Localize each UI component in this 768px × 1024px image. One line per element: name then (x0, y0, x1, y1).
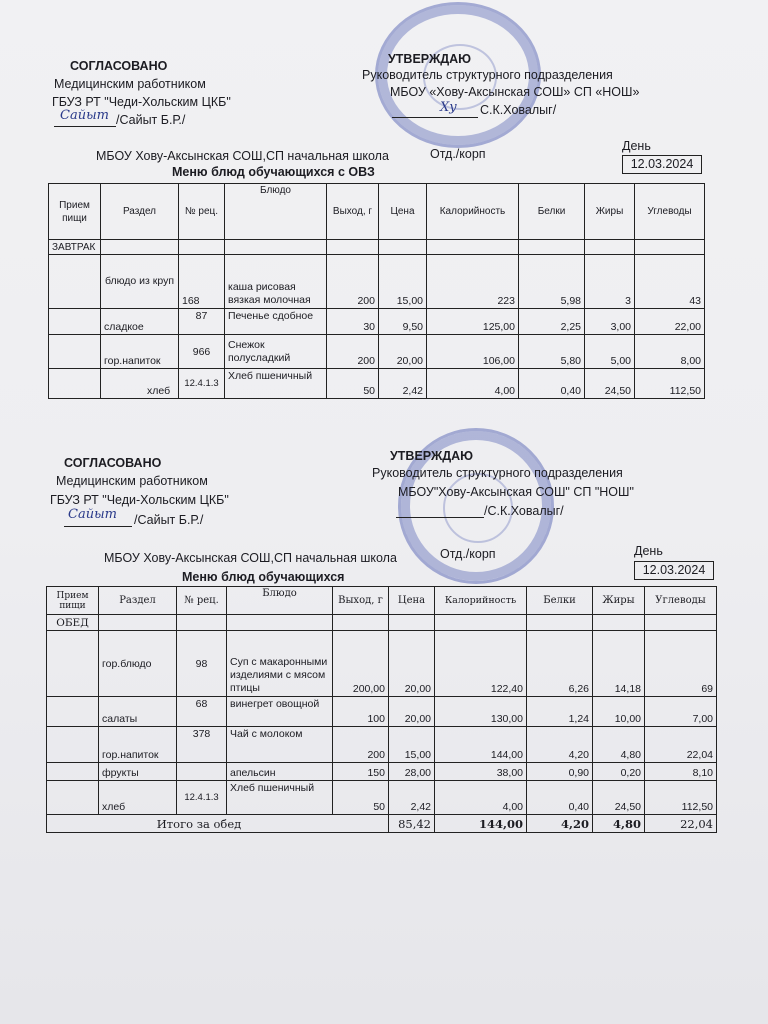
med-worker-label: Медицинским работником (56, 474, 208, 488)
col-header: № рец. (177, 587, 227, 615)
total-price: 85,42 (389, 815, 435, 833)
col-header: Прием пищи (49, 184, 101, 240)
total-label: Итого за обед (47, 815, 389, 833)
table-row: фрукты апельсин 150 28,00 38,00 0,90 0,20 8,10 (47, 763, 717, 781)
menu-title: Меню блюд обучающихся (182, 570, 345, 584)
table-row: хлеб 12.4.1.3 Хлеб пшеничный 50 2,42 4,00 0,40 24,50 112,50 (49, 369, 705, 399)
meal-row (49, 240, 705, 255)
table-header-row (47, 587, 717, 615)
school-name: МБОУ «Хову-Аксынская СОШ» СП «НОШ» (390, 85, 640, 99)
med-name: /Сайыт Б.Р./ (134, 513, 204, 527)
dept-label: Отд./корп (440, 547, 496, 561)
org-name: МБОУ Хову-Аксынская СОШ,СП начальная школа (104, 551, 397, 565)
meal-row (47, 615, 717, 631)
col-header: Цена (389, 587, 435, 615)
date-box: 12.03.2024 (622, 155, 702, 174)
col-header: Калорийность (435, 587, 527, 615)
head-signature: Ху (440, 100, 457, 115)
menu-title: Меню блюд обучающихся с ОВЗ (172, 165, 375, 179)
col-header: Раздел (101, 184, 179, 240)
col-header: Калорийность (427, 184, 519, 240)
signature-line (392, 117, 478, 118)
col-header: № рец. (179, 184, 225, 240)
day-label: День (634, 544, 663, 558)
col-header: Выход, г (327, 184, 379, 240)
signature-line (396, 517, 484, 518)
head-name: /С.К.Ховалыг/ (484, 504, 564, 518)
col-header: Углеводы (645, 587, 717, 615)
col-header: Блюдо (227, 587, 333, 615)
meal-label: ЗАВТРАК (49, 240, 101, 255)
day-label: День (622, 139, 651, 153)
hospital-name: ГБУЗ РТ "Чеди-Хольским ЦКБ" (52, 95, 231, 109)
menu-table-bottom (46, 586, 717, 833)
med-signature: Сайыт (60, 108, 109, 123)
hospital-name: ГБУЗ РТ "Чеди-Хольским ЦКБ" (50, 493, 229, 507)
head-name: С.К.Ховалыг/ (480, 103, 557, 117)
approve-label: УТВЕРЖДАЮ (390, 449, 474, 463)
school-name: МБОУ"Хову-Аксынская СОШ" СП "НОШ" (398, 485, 634, 499)
col-header: Жиры (593, 587, 645, 615)
med-name: /Сайыт Б.Р./ (116, 113, 186, 127)
meal-label: ОБЕД (47, 615, 99, 631)
total-fats: 4,80 (593, 815, 645, 833)
col-header: Раздел (99, 587, 177, 615)
approved-label: СОГЛАСОВАНО (70, 59, 168, 73)
col-header: Цена (379, 184, 427, 240)
total-calories: 144,00 (435, 815, 527, 833)
table-row: салаты 68 винегрет овощной 100 20,00 130,00 1,24 10,00 7,00 (47, 697, 717, 727)
head-position: Руководитель структурного подразделения (362, 68, 613, 82)
table-row: хлеб 12.4.1.3 Хлеб пшеничный 50 2,42 4,00 0,40 24,50 112,50 (47, 781, 717, 815)
col-header: Белки (519, 184, 585, 240)
approve-label: УТВЕРЖДАЮ (388, 52, 472, 66)
dept-label: Отд./корп (430, 147, 486, 161)
med-signature: Сайыт (68, 507, 117, 522)
date-box: 12.03.2024 (634, 561, 714, 580)
col-header: Блюдо (225, 184, 327, 240)
total-proteins: 4,20 (527, 815, 593, 833)
table-row: гор.блюдо 98 Суп с макаронными изделиями с мясом птицы 200,00 20,00 122,40 6,26 14,18 69 (47, 631, 717, 697)
total-carbs: 22,04 (645, 815, 717, 833)
col-header: Выход, г (333, 587, 389, 615)
approved-label: СОГЛАСОВАНО (64, 456, 162, 470)
signature-line (64, 526, 132, 527)
menu-table-top (48, 183, 705, 399)
col-header: Прием пищи (47, 587, 99, 615)
total-row (47, 815, 717, 833)
table-row: сладкое 87 Печенье сдобное 30 9,50 125,00 2,25 3,00 22,00 (49, 309, 705, 335)
col-header: Жиры (585, 184, 635, 240)
table-row: блюдо из круп 168 каша рисовая вязкая молочная 200 15,00 223 5,98 3 43 (49, 255, 705, 309)
org-name: МБОУ Хову-Аксынская СОШ,СП начальная школа (96, 149, 389, 163)
signature-line (54, 126, 116, 127)
med-worker-label: Медицинским работником (54, 77, 206, 91)
col-header: Углеводы (635, 184, 705, 240)
table-row: гор.напиток 378 Чай с молоком 200 15,00 144,00 4,20 4,80 22,04 (47, 727, 717, 763)
col-header: Белки (527, 587, 593, 615)
head-position: Руководитель структурного подразделения (372, 466, 623, 480)
table-header-row (49, 184, 705, 240)
table-row: гор.напиток 966 Снежок полусладкий 200 20,00 106,00 5,80 5,00 8,00 (49, 335, 705, 369)
